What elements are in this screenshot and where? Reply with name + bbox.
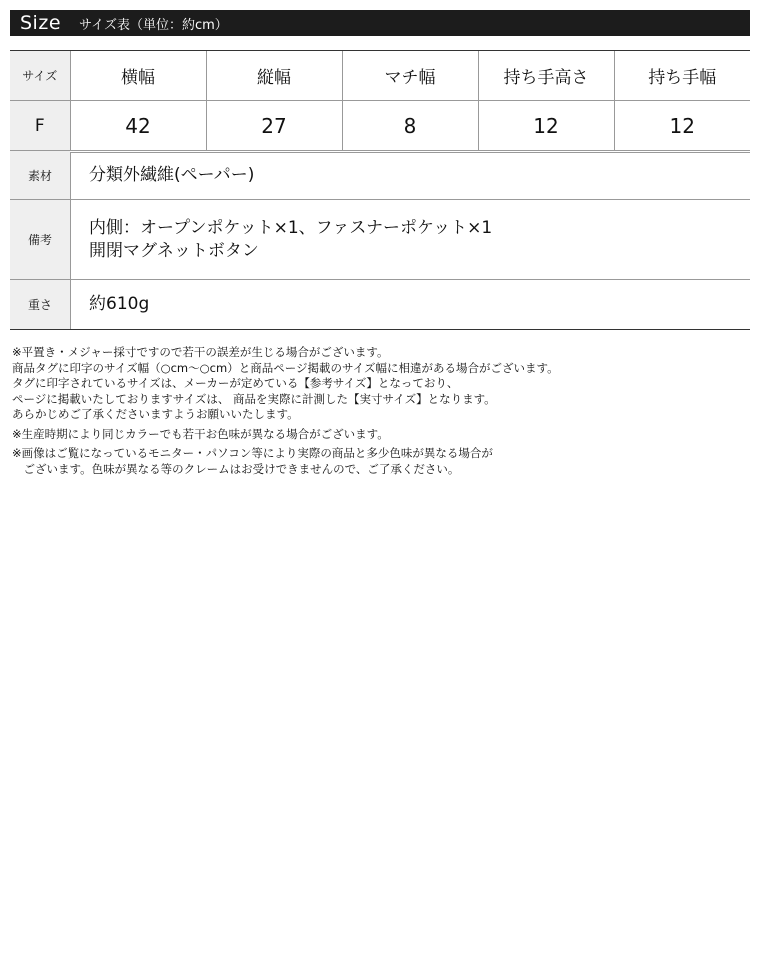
note-line: タグに印字されているサイズは、メーカーが定めている【参考サイズ】となっており、 bbox=[12, 376, 459, 390]
section-header bbox=[10, 10, 750, 36]
column-header: 横幅 bbox=[70, 51, 206, 101]
note-line: 商品タグに印字のサイズ幅（○cm〜○cm）と商品ページ掲載のサイズ幅に相違がある場合がございます。 bbox=[12, 360, 559, 375]
size-table-header-row bbox=[10, 51, 750, 101]
remarks-value bbox=[71, 200, 751, 280]
size-cell: F bbox=[10, 101, 70, 152]
note-line: ございます。色味が異なる等のクレームはお受けできませんので、ご了承ください。 bbox=[12, 461, 460, 476]
table-cell: 42 bbox=[70, 101, 206, 152]
note-line: ※生産時期により同じカラーでも若干お色味が異なる場合がございます。 bbox=[12, 426, 389, 441]
column-header: 持ち手高さ bbox=[478, 51, 614, 101]
remarks-label: 備考 bbox=[10, 200, 71, 280]
note-line: ※画像はご覧になっているモニター・パソコン等により実際の商品と多少色味が異なる場合が bbox=[12, 446, 493, 460]
section-subtitle: サイズ表（単位：約cm） bbox=[79, 17, 228, 33]
material-value: 分類外繊維(ペーパー) bbox=[71, 152, 751, 200]
remarks-row bbox=[10, 200, 750, 280]
note-line: あらかじめご了承くださいますようお願いいたします。 bbox=[12, 407, 299, 421]
table-cell: 12 bbox=[614, 101, 750, 152]
column-header: 持ち手幅 bbox=[614, 51, 750, 101]
size-table bbox=[10, 50, 750, 153]
table-cell: 27 bbox=[206, 101, 342, 152]
note-line: ページに掲載いたしておりますサイズは、 商品を実際に計測した【実寸サイズ】となります。 bbox=[12, 391, 496, 406]
table-row bbox=[10, 101, 750, 152]
remarks-line: 内側：オープンポケット×1、ファスナーポケット×1 bbox=[89, 217, 493, 238]
table-cell: 12 bbox=[478, 101, 614, 152]
weight-row bbox=[10, 280, 750, 330]
column-header: 縦幅 bbox=[206, 51, 342, 101]
section-title: Size bbox=[20, 12, 62, 34]
note-line: ※平置き・メジャー採寸ですので若干の誤差が生じる場合がございます。 bbox=[12, 345, 389, 359]
weight-value: 約610g bbox=[71, 280, 751, 330]
column-header: マチ幅 bbox=[342, 51, 478, 101]
material-label: 素材 bbox=[10, 152, 71, 200]
remarks-line: 開閉マグネットボタン bbox=[89, 240, 259, 261]
info-table bbox=[10, 152, 750, 330]
size-label-header: サイズ bbox=[10, 51, 70, 101]
notes bbox=[12, 345, 752, 477]
weight-label: 重さ bbox=[10, 280, 71, 330]
table-cell: 8 bbox=[342, 101, 478, 152]
material-row bbox=[10, 152, 750, 200]
